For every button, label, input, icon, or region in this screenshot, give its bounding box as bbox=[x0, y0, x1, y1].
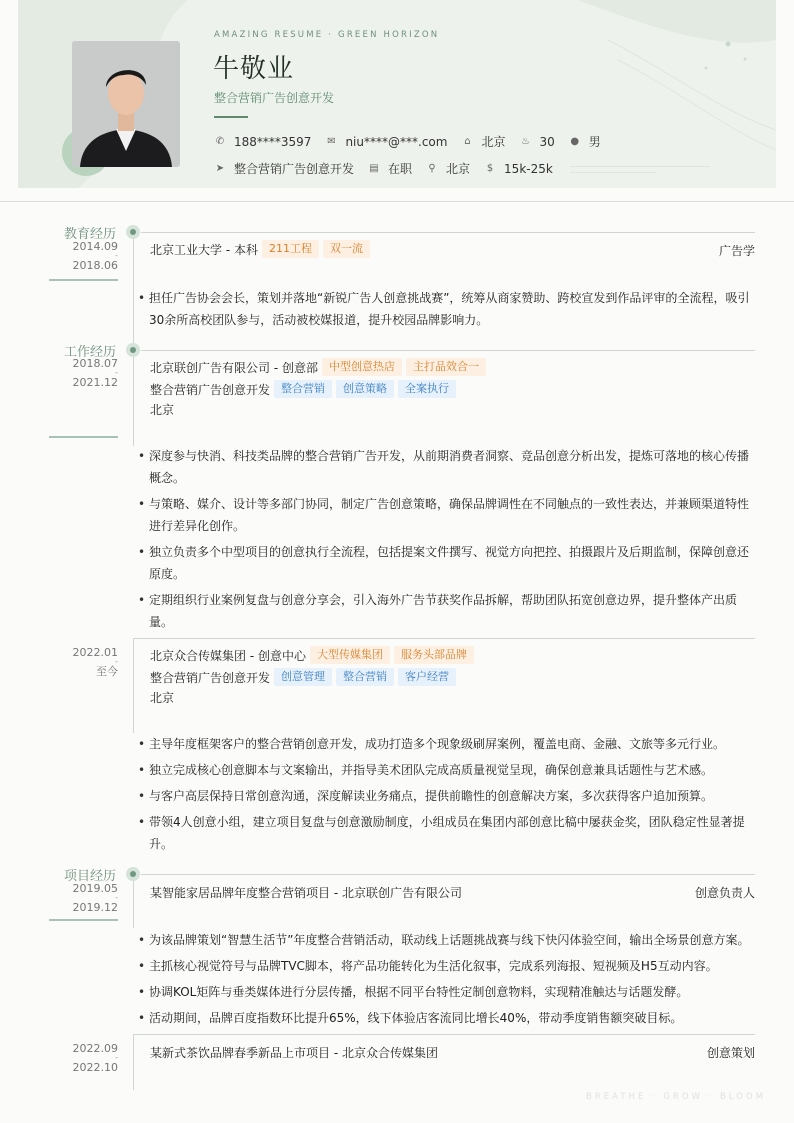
project-end: 2019.12 bbox=[72, 901, 118, 914]
avatar-photo bbox=[72, 41, 180, 167]
footer-slogan: BREATHE · GROW · BLOOM bbox=[586, 1092, 766, 1102]
list-item: • 定期组织行业案例复盘与创意分享会，引入海外广告节获奖作品拆解，帮助团队拓宽创意边界，提升整体产出质量。 bbox=[138, 589, 754, 633]
resume-tagline: AMAZING RESUME · GREEN HORIZON bbox=[214, 30, 440, 40]
list-item: • 带领4人创意小组，建立项目复盘与创意激励制度，小组成员在集团内部创意比稿中屡获金奖，团队稳定性显著提升。 bbox=[138, 811, 754, 855]
school-name: 北京工业大学 - 本科 bbox=[150, 242, 258, 257]
list-item: • 担任广告协会会长，策划并落地“新锐广告人创意挑战赛”，统筹从商家赞助、跨校宣发到作品评审的全流程，吸引30余所高校团队参与，活动被校媒报道，提升校园品牌影响力。 bbox=[138, 287, 754, 331]
school-tag: 211工程 bbox=[262, 240, 319, 258]
home-city: 北京 bbox=[481, 135, 506, 149]
candidate-name: 牛敬业 bbox=[213, 54, 295, 84]
list-item: • 为该品牌策划“智慧生活节”年度整合营销活动，联动线上话题挑战赛与线下快闪体验空间，输出全场景创意方案。 bbox=[138, 929, 754, 951]
education-bullets bbox=[138, 287, 754, 335]
timeline-line bbox=[133, 1034, 134, 1090]
timeline-line bbox=[133, 356, 134, 446]
list-item: • 独立完成核心创意脚本与文案输出，并指导美术团队完成高质量视觉呈现，确保创意兼具话题性与艺术感。 bbox=[138, 759, 754, 781]
job-role-line bbox=[150, 380, 456, 398]
title-underline bbox=[214, 116, 248, 118]
role-tag: 整合营销 bbox=[336, 668, 394, 686]
header-deco-line bbox=[570, 166, 710, 167]
job-city: 北京 bbox=[150, 691, 175, 705]
job-role-line bbox=[150, 668, 456, 686]
job-start: 2022.01 bbox=[72, 646, 118, 659]
section-underline bbox=[49, 436, 118, 438]
date-dash: - bbox=[115, 368, 118, 377]
project-start: 2019.05 bbox=[72, 882, 118, 895]
gender-icon: ● bbox=[570, 135, 580, 147]
contact-info-row bbox=[214, 133, 615, 150]
projects-section-title: 项目经历 bbox=[63, 869, 116, 884]
send-icon: ➤ bbox=[215, 162, 225, 174]
date-dash: - bbox=[115, 893, 118, 902]
job-company-line bbox=[150, 646, 474, 664]
project-dates bbox=[0, 1043, 118, 1073]
gender: 男 bbox=[588, 135, 601, 149]
target-city: 北京 bbox=[446, 162, 471, 176]
role-tag: 创意管理 bbox=[274, 668, 332, 686]
project-bullets bbox=[138, 929, 754, 1033]
date-dash: - bbox=[115, 251, 118, 260]
company-tag: 中型创意热店 bbox=[322, 358, 402, 376]
timeline-line bbox=[133, 638, 134, 733]
list-item: • 与策略、媒介、设计等多部门协同，制定广告创意策略，确保品牌调性在不同触点的一致性表达，并兼顾渠道特性进行差异化创作。 bbox=[138, 493, 754, 537]
education-section-title: 教育经历 bbox=[63, 227, 116, 242]
section-underline bbox=[49, 919, 118, 921]
header-deco-line bbox=[570, 172, 656, 173]
education-dates bbox=[0, 241, 118, 271]
section-underline bbox=[49, 279, 118, 281]
phone-number: 188****3597 bbox=[234, 134, 312, 149]
company-tag: 服务头部品牌 bbox=[394, 646, 474, 664]
list-item: • 深度参与快消、科技类品牌的整合营销广告开发，从前期消费者洞察、竞品创意分析出发，提炼可落地的核心传播概念。 bbox=[138, 445, 754, 489]
role-tag: 全案执行 bbox=[398, 380, 456, 398]
project-name: 某新式茶饮品牌春季新品上市项目 - 北京众合传媒集团 bbox=[150, 1046, 438, 1060]
list-item: • 活动期间，品牌百度指数环比提升65%，线下体验店客流同比增长40%，带动季度销售额突破目标。 bbox=[138, 1007, 754, 1029]
job-end: 2021.12 bbox=[72, 376, 118, 389]
role-tag: 客户经营 bbox=[398, 668, 456, 686]
date-dash: - bbox=[115, 1053, 118, 1062]
project-name: 某智能家居品牌年度整合营销项目 - 北京联创广告有限公司 bbox=[150, 886, 462, 900]
location-pin-icon: ⚲ bbox=[428, 162, 436, 174]
job-bullets bbox=[138, 445, 754, 637]
employment-status: 在职 bbox=[388, 162, 413, 176]
entry-divider bbox=[134, 1034, 755, 1035]
job-end: 至今 bbox=[96, 665, 118, 678]
entry-divider bbox=[141, 350, 755, 351]
major: 广告学 bbox=[718, 244, 755, 258]
job-bullets bbox=[138, 733, 754, 859]
timeline-line bbox=[133, 880, 134, 928]
job-intent-row bbox=[214, 160, 567, 177]
timeline-node bbox=[126, 867, 140, 881]
job-company-line bbox=[150, 358, 486, 376]
project-role: 创意负责人 bbox=[694, 886, 755, 900]
education-start: 2014.09 bbox=[72, 240, 118, 253]
header-separator bbox=[0, 201, 794, 202]
company-tag: 大型传媒集团 bbox=[310, 646, 390, 664]
briefcase-icon: ▤ bbox=[369, 162, 379, 174]
email-address: niu****@***.com bbox=[345, 134, 448, 149]
phone-icon: ✆ bbox=[215, 135, 225, 147]
entry-divider bbox=[141, 232, 755, 233]
person-portrait-icon bbox=[72, 41, 180, 167]
job-dates bbox=[0, 647, 118, 677]
role-tag: 整合营销 bbox=[274, 380, 332, 398]
timeline-node bbox=[126, 225, 140, 239]
date-dash: - bbox=[115, 657, 118, 666]
project-role: 创意策划 bbox=[706, 1046, 755, 1060]
role-tag: 创意策略 bbox=[336, 380, 394, 398]
email-icon: ✉ bbox=[327, 135, 336, 147]
project-dates bbox=[0, 883, 118, 913]
school-tag: 双一流 bbox=[323, 240, 370, 258]
home-icon: ⌂ bbox=[464, 135, 471, 147]
target-role: 整合营销广告创意开发 bbox=[234, 162, 355, 176]
list-item: • 协调KOL矩阵与垂类媒体进行分层传播，根据不同平台特性定制创意物料，实现精准触达与话题发酵。 bbox=[138, 981, 754, 1003]
education-end: 2018.06 bbox=[72, 259, 118, 272]
birthday-cake-icon: ♨ bbox=[520, 135, 530, 147]
job-role: 整合营销广告创意开发 bbox=[150, 382, 271, 397]
salary-icon: $ bbox=[486, 162, 494, 174]
list-item: • 主抓核心视觉符号与品牌TVC脚本，将产品功能转化为生活化叙事，完成系列海报、短视频及H5互动内容。 bbox=[138, 955, 754, 977]
project-end: 2022.10 bbox=[72, 1061, 118, 1074]
candidate-title: 整合营销广告创意开发 bbox=[214, 91, 335, 105]
work-section-title: 工作经历 bbox=[63, 345, 116, 360]
entry-divider bbox=[134, 638, 755, 639]
company-tag: 主打品效合一 bbox=[406, 358, 486, 376]
project-start: 2022.09 bbox=[72, 1042, 118, 1055]
company-name: 北京联创广告有限公司 - 创意部 bbox=[150, 360, 318, 375]
company-name: 北京众合传媒集团 - 创意中心 bbox=[150, 648, 306, 663]
list-item: • 独立负责多个中型项目的创意执行全流程，包括提案文件撰写、视觉方向把控、拍摄跟片及后期监制，保障创意还原度。 bbox=[138, 541, 754, 585]
education-entry-title bbox=[150, 240, 370, 258]
timeline-node bbox=[126, 343, 140, 357]
age: 30 bbox=[539, 134, 555, 149]
job-city: 北京 bbox=[150, 403, 175, 417]
job-dates bbox=[0, 358, 118, 388]
list-item: • 主导年度框架客户的整合营销创意开发，成功打造多个现象级刷屏案例，覆盖电商、金融、文旅等多元行业。 bbox=[138, 733, 754, 755]
list-item: • 与客户高层保持日常创意沟通，深度解读业务痛点，提供前瞻性的创意解决方案，多次获得客户追加预算。 bbox=[138, 785, 754, 807]
expected-salary: 15k-25k bbox=[504, 161, 553, 176]
entry-divider bbox=[141, 874, 755, 875]
job-start: 2018.07 bbox=[72, 357, 118, 370]
job-role: 整合营销广告创意开发 bbox=[150, 670, 271, 685]
